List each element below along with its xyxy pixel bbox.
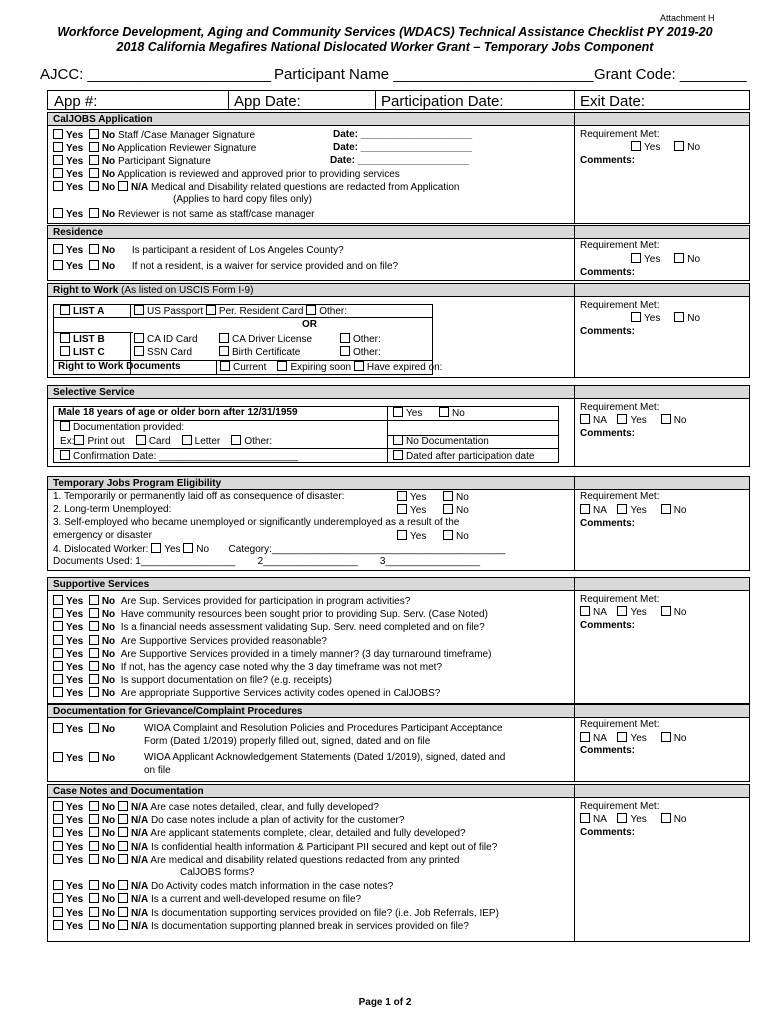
tjp-q3-cont: emergency or disaster: [53, 530, 152, 541]
no-checkbox[interactable]: [89, 674, 99, 684]
no-checkbox[interactable]: [674, 141, 684, 151]
yes-checkbox[interactable]: [617, 732, 627, 742]
yes-checkbox[interactable]: [53, 648, 63, 658]
tjp-q3: 3. Self-employed who became unemployed or significantly underemployed as a result of the: [53, 517, 460, 528]
expiring-checkbox[interactable]: [277, 361, 287, 371]
list-item: Yes No Have community resources been sought prior to providing Sup. Serv. (Case Noted): [53, 608, 488, 621]
caljobs-section: CalJOBS Application Yes No Staff /Case Manager Signature Date: ____________________ Yes No Application Reviewer Signature Date: ____________________ Yes No Participant Signature Date: ____________________ Yes No Application is reviewed and approved prior to providing services Yes No N/A Medical and Disability related questions are redacted from Application (Applies to hard copy files only) Yes No Reviewer is not same as staff/case manager Requirement Met: Yes No Comments:: [47, 112, 750, 224]
yes-checkbox[interactable]: [631, 312, 641, 322]
na-checkbox[interactable]: [118, 880, 128, 890]
title-line-2: 2018 California Megafires National Dislocated Worker Grant – Temporary Jobs Component: [116, 40, 654, 54]
na-checkbox[interactable]: [580, 414, 590, 424]
male-criteria: Male 18 years of age or older born after 12/31/1959: [58, 407, 298, 418]
app-info-row: [47, 90, 750, 110]
no-checkbox[interactable]: [674, 253, 684, 263]
yes-checkbox[interactable]: [393, 407, 403, 417]
list-item: Yes No Are Supportive Services provided in a timely manner? (3 day turnaround timeframe): [53, 648, 491, 661]
no-checkbox[interactable]: [89, 854, 99, 864]
na-checkbox[interactable]: [118, 814, 128, 824]
current-checkbox[interactable]: [220, 361, 230, 371]
temporary-jobs-title: Temporary Jobs Program Eligibility: [48, 477, 749, 490]
yes-checkbox[interactable]: [397, 491, 407, 501]
yes-checkbox[interactable]: [397, 504, 407, 514]
na-checkbox[interactable]: [118, 181, 128, 191]
letter-checkbox[interactable]: [182, 435, 192, 445]
tjp-q2: 2. Long-term Unemployed:: [53, 504, 172, 515]
no-checkbox[interactable]: [89, 244, 99, 254]
requirement-met-label: Requirement Met:: [580, 594, 660, 605]
na-checkbox[interactable]: [118, 907, 128, 917]
list-item: Yes No N/A Are medical and disability related questions redacted from any printed: [53, 854, 459, 867]
no-checkbox[interactable]: [183, 543, 193, 553]
list-item: Yes No N/A Do case notes include a plan of activity for the customer?: [53, 814, 404, 827]
no-checkbox[interactable]: [89, 841, 99, 851]
yes-checkbox[interactable]: [617, 414, 627, 424]
na-checkbox[interactable]: [118, 854, 128, 864]
no-checkbox[interactable]: [89, 260, 99, 270]
comments-label: Comments:: [580, 620, 636, 631]
app-number-field[interactable]: App #:: [54, 93, 98, 110]
case-notes-title: Case Notes and Documentation: [48, 785, 749, 798]
list-item: Yes No N/A Is documentation supporting services provided on file? (i.e. Job Referrals, IEP): [53, 907, 499, 920]
comments-label: Comments:: [580, 267, 636, 278]
yes-checkbox[interactable]: [53, 893, 63, 903]
na-checkbox[interactable]: [118, 920, 128, 930]
yes-checkbox[interactable]: [617, 606, 627, 616]
list-item: Yes No N/A Is a current and well-developed resume on file?: [53, 893, 361, 906]
no-documentation-checkbox[interactable]: [393, 435, 403, 445]
na-checkbox[interactable]: [580, 813, 590, 823]
grievance-section: Documentation for Grievance/Complaint Procedures Yes No WIOA Complaint and Resolution Policies and Procedures Participant Acceptance Form (Dated 1/2019) properly filled out, signed, dated and on file Yes No WIOA Applicant Acknowledgement Statements (Dated 1/2019), signed, dated and on file Requirement Met: NA Yes No Comments:: [47, 704, 750, 782]
requirement-met-label: Requirement Met:: [580, 300, 660, 311]
yes-checkbox[interactable]: [53, 752, 63, 762]
residence-title: Residence: [48, 226, 749, 239]
no-checkbox[interactable]: [89, 723, 99, 733]
medical-note: (Applies to hard copy files only): [173, 194, 312, 205]
expired-checkbox[interactable]: [354, 361, 364, 371]
list-item: Yes No Are appropriate Supportive Services activity codes opened in CalJOBS?: [53, 687, 440, 700]
yes-checkbox[interactable]: [53, 608, 63, 618]
app-date-field[interactable]: App Date:: [234, 93, 301, 110]
category-field[interactable]: Category:__________________________________________: [228, 544, 506, 555]
dated-after-checkbox[interactable]: [393, 450, 403, 460]
requirement-met-label: Requirement Met:: [580, 402, 660, 413]
ca-id-checkbox[interactable]: [134, 333, 144, 343]
na-checkbox[interactable]: [118, 801, 128, 811]
no-checkbox[interactable]: [89, 595, 99, 605]
no-checkbox[interactable]: [89, 687, 99, 697]
no-checkbox[interactable]: [89, 801, 99, 811]
supportive-services-title: Supportive Services: [48, 578, 749, 591]
comments-label: Comments:: [580, 518, 636, 529]
no-checkbox[interactable]: [674, 312, 684, 322]
no-checkbox[interactable]: [89, 661, 99, 671]
no-checkbox[interactable]: [89, 893, 99, 903]
yes-checkbox[interactable]: [631, 141, 641, 151]
yes-checkbox[interactable]: [53, 687, 63, 697]
residence-section: Residence Yes No Is participant a resident of Los Angeles County? Yes No If not a resident, is a waiver for service provided and on file? Requirement Met: Yes No Comments:: [47, 225, 750, 281]
comments-label: Comments:: [580, 745, 636, 756]
no-checkbox[interactable]: [89, 142, 99, 152]
yes-checkbox[interactable]: [53, 621, 63, 631]
no-checkbox[interactable]: [439, 407, 449, 417]
yes-checkbox[interactable]: [53, 814, 63, 824]
comments-label: Comments:: [580, 155, 636, 166]
rtw-documents-label: Right to Work Documents: [58, 361, 181, 372]
no-checkbox[interactable]: [443, 530, 453, 540]
temporary-jobs-section: Temporary Jobs Program Eligibility 1. Temporarily or permanently laid off as consequence of disaster: Yes No 2. Long-term Unemployed: Yes No 3. Self-employed who became unemployed or significantly underemployed as a result of the emergency or disaster Yes No 4. Dislocated Worker: Yes No Category:__________________________________________ Documents Used: 1_________________ 2_________________ 3_________________ Requirement Met: NA Yes No Comments:: [47, 476, 750, 571]
documents-used-field[interactable]: Documents Used: 1_________________ 2_________________ 3_________________: [53, 556, 481, 567]
comments-label: Comments:: [580, 428, 636, 439]
attachment-label: Attachment H: [660, 13, 715, 23]
yes-checkbox[interactable]: [53, 181, 63, 191]
date-field[interactable]: Date: ____________________: [333, 142, 473, 153]
list-item: Yes No If not, has the agency case noted why the 3 day timeframe was not met?: [53, 661, 442, 674]
yes-checkbox[interactable]: [617, 504, 627, 514]
yes-checkbox[interactable]: [53, 907, 63, 917]
participant-name-field[interactable]: Participant Name ________________________: [274, 66, 594, 83]
requirement-met-label: Requirement Met:: [580, 719, 660, 730]
requirement-met-label: Requirement Met:: [580, 801, 660, 812]
yes-checkbox[interactable]: [151, 543, 161, 553]
card-checkbox[interactable]: [136, 435, 146, 445]
confirmation-date-checkbox[interactable]: [60, 450, 70, 460]
no-checkbox[interactable]: [89, 827, 99, 837]
no-checkbox[interactable]: [661, 732, 671, 742]
case-notes-section: Case Notes and Documentation Yes No N/A Are case notes detailed, clear, and fully developed? Yes No N/A Do case notes include a plan of activity for the customer? Yes No N/A Are applicant statements complete, clear, detailed and fully developed? Yes No N/A Is confidential health information & Participant PII secured and kept out of file? Yes No N/A Are medical and disability related questions redacted from any printed CalJOBS forms? Yes No N/A Do Activity codes match information in the case notes? Yes No N/A Is a current and well-developed resume on file? Yes No N/A Is documentation supporting services provided on file? (i.e. Job Referrals, IEP) Yes No N/A Is documentation supporting planned break in services provided on file? Requirement Met: NA Yes No Comments:: [47, 784, 750, 942]
yes-checkbox[interactable]: [53, 827, 63, 837]
no-checkbox[interactable]: [89, 621, 99, 631]
page-number: Page 1 of 2: [358, 997, 412, 1008]
list-item: Yes No N/A Are applicant statements complete, clear, detailed and fully developed?: [53, 827, 466, 840]
grievance-q2: WIOA Applicant Acknowledgement Statements (Dated 1/2019), signed, dated and: [144, 752, 506, 763]
yes-checkbox[interactable]: [53, 854, 63, 864]
no-checkbox[interactable]: [89, 880, 99, 890]
grievance-title: Documentation for Grievance/Complaint Procedures: [48, 705, 749, 718]
grant-code-field[interactable]: Grant Code: ________: [594, 66, 747, 83]
yes-checkbox[interactable]: [53, 841, 63, 851]
exit-date-field[interactable]: Exit Date:: [580, 93, 646, 110]
na-checkbox[interactable]: [118, 841, 128, 851]
ajcc-field[interactable]: AJCC: ______________________: [40, 66, 272, 83]
list-item: Yes No N/A Is documentation supporting planned break in services provided on file?: [53, 920, 469, 933]
no-checkbox[interactable]: [89, 752, 99, 762]
yes-checkbox[interactable]: [53, 635, 63, 645]
documentation-provided-checkbox[interactable]: [60, 421, 70, 431]
ca-dl-checkbox[interactable]: [219, 333, 229, 343]
other-checkbox[interactable]: [231, 435, 241, 445]
list-item: Yes No Are Supportive Services provided reasonable?: [53, 635, 327, 648]
no-checkbox[interactable]: [89, 907, 99, 917]
yes-checkbox[interactable]: [53, 880, 63, 890]
yes-checkbox[interactable]: [53, 142, 63, 152]
yes-checkbox[interactable]: [53, 595, 63, 605]
yes-checkbox[interactable]: [53, 920, 63, 930]
caljobs-title: CalJOBS Application: [48, 113, 749, 126]
us-passport-checkbox[interactable]: [134, 305, 144, 315]
perm-resident-checkbox[interactable]: [206, 305, 216, 315]
na-checkbox[interactable]: [580, 606, 590, 616]
no-checkbox[interactable]: [89, 168, 99, 178]
right-to-work-title: Right to Work (As listed on USCIS Form I-9): [48, 284, 749, 297]
no-checkbox[interactable]: [661, 504, 671, 514]
other-checkbox[interactable]: [306, 305, 316, 315]
yes-checkbox[interactable]: [397, 530, 407, 540]
no-checkbox[interactable]: [89, 208, 99, 218]
no-checkbox[interactable]: [89, 920, 99, 930]
selective-service-title: Selective Service: [48, 386, 749, 399]
ssn-checkbox[interactable]: [134, 346, 144, 356]
no-checkbox[interactable]: [89, 635, 99, 645]
comments-label: Comments:: [580, 326, 636, 337]
participation-date-field[interactable]: Participation Date:: [381, 93, 504, 110]
no-checkbox[interactable]: [89, 155, 99, 165]
print-out-checkbox[interactable]: [74, 435, 84, 445]
grievance-q1: WIOA Complaint and Resolution Policies and Procedures Participant Acceptance: [144, 723, 503, 734]
grievance-q1-cont: Form (Dated 1/2019) properly filled out, signed, dated and on file: [144, 736, 431, 747]
na-checkbox[interactable]: [118, 893, 128, 903]
no-checkbox[interactable]: [661, 414, 671, 424]
requirement-met-label: Requirement Met:: [580, 129, 660, 140]
no-checkbox[interactable]: [89, 129, 99, 139]
no-checkbox[interactable]: [89, 608, 99, 618]
other-checkbox[interactable]: [340, 333, 350, 343]
no-checkbox[interactable]: [89, 814, 99, 824]
no-checkbox[interactable]: [443, 491, 453, 501]
yes-checkbox[interactable]: [53, 208, 63, 218]
no-checkbox[interactable]: [443, 504, 453, 514]
requirement-met-label: Requirement Met:: [580, 240, 660, 251]
other-checkbox[interactable]: [340, 346, 350, 356]
yes-checkbox[interactable]: [53, 168, 63, 178]
yes-checkbox[interactable]: [53, 723, 63, 733]
title-line-1: Workforce Development, Aging and Community Services (WDACS) Technical Assistance Checklist PY 2019-20: [57, 25, 713, 39]
yes-checkbox[interactable]: [53, 801, 63, 811]
tjp-q1: 1. Temporarily or permanently laid off as consequence of disaster:: [53, 491, 345, 502]
requirement-met-label: Requirement Met:: [580, 491, 660, 502]
na-checkbox[interactable]: [580, 504, 590, 514]
list-item: Yes No N/A Is confidential health information & Participant PII secured and kept out of file?: [53, 841, 497, 854]
grievance-q2-cont: on file: [144, 765, 171, 776]
birth-cert-checkbox[interactable]: [219, 346, 229, 356]
list-c-checkbox[interactable]: [60, 346, 70, 356]
yes-checkbox[interactable]: [617, 813, 627, 823]
no-checkbox[interactable]: [89, 181, 99, 191]
list-item: Yes No Are Sup. Services provided for participation in program activities?: [53, 595, 410, 608]
na-checkbox[interactable]: [580, 732, 590, 742]
list-a-checkbox[interactable]: [60, 305, 70, 315]
no-checkbox[interactable]: [661, 606, 671, 616]
yes-checkbox[interactable]: [53, 155, 63, 165]
list-item: Yes No N/A Do Activity codes match information in the case notes?: [53, 880, 393, 893]
na-checkbox[interactable]: [118, 827, 128, 837]
yes-checkbox[interactable]: [53, 244, 63, 254]
date-field[interactable]: Date: ____________________: [333, 129, 473, 140]
no-checkbox[interactable]: [661, 813, 671, 823]
yes-checkbox[interactable]: [53, 674, 63, 684]
list-item: Yes No Is support documentation on file? (e.g. receipts): [53, 674, 332, 687]
list-item: Yes No Is a financial needs assessment validating Sup. Serv. need completed and on file?: [53, 621, 485, 634]
yes-checkbox[interactable]: [53, 661, 63, 671]
list-item: Yes No N/A Are case notes detailed, clear, and fully developed?: [53, 801, 379, 814]
right-to-work-section: Right to Work (As listed on USCIS Form I-9) LIST A US Passport Per. Resident Card Other: OR LIST B CA ID Card CA Driver License Other: LIST C SSN Card Birth Certificate Other: Right to Work Documents Current Expiring soon Have expired on: Requirement Met: Yes No Comments:: [47, 283, 750, 378]
comments-label: Comments:: [580, 827, 636, 838]
date-field[interactable]: Date: ____________________: [330, 155, 470, 166]
yes-checkbox[interactable]: [631, 253, 641, 263]
selective-service-section: Selective Service Male 18 years of age or older born after 12/31/1959 Yes No Documentation provided: Ex: Print out Card Letter Other: No Documentation Confirmation Date: _________________________ Dated after participation date Requirement Met: NA Yes No Comments:: [47, 385, 750, 467]
no-checkbox[interactable]: [89, 648, 99, 658]
yes-checkbox[interactable]: [53, 129, 63, 139]
or-label: OR: [302, 319, 317, 330]
yes-checkbox[interactable]: [53, 260, 63, 270]
supportive-services-section: Supportive Services Yes No Are Sup. Services provided for participation in program activities? Yes No Have community resources been sought prior to providing Sup. Serv. (Case Noted) Yes No Is a financial needs assessment validating Sup. Serv. need completed and on file? Yes No Are Supportive Services provided reasonable? Yes No Are Supportive Services provided in a timely manner? (3 day turnaround timeframe) Yes No If not, has the agency case noted why the 3 day timeframe was not met? Yes No Is support documentation on file? (e.g. receipts) Yes No Are appropriate Supportive Services activity codes opened in CalJOBS? Requirement Met: NA Yes No Comments:: [47, 577, 750, 704]
list-b-checkbox[interactable]: [60, 333, 70, 343]
list-item: CalJOBS forms?: [180, 867, 255, 878]
